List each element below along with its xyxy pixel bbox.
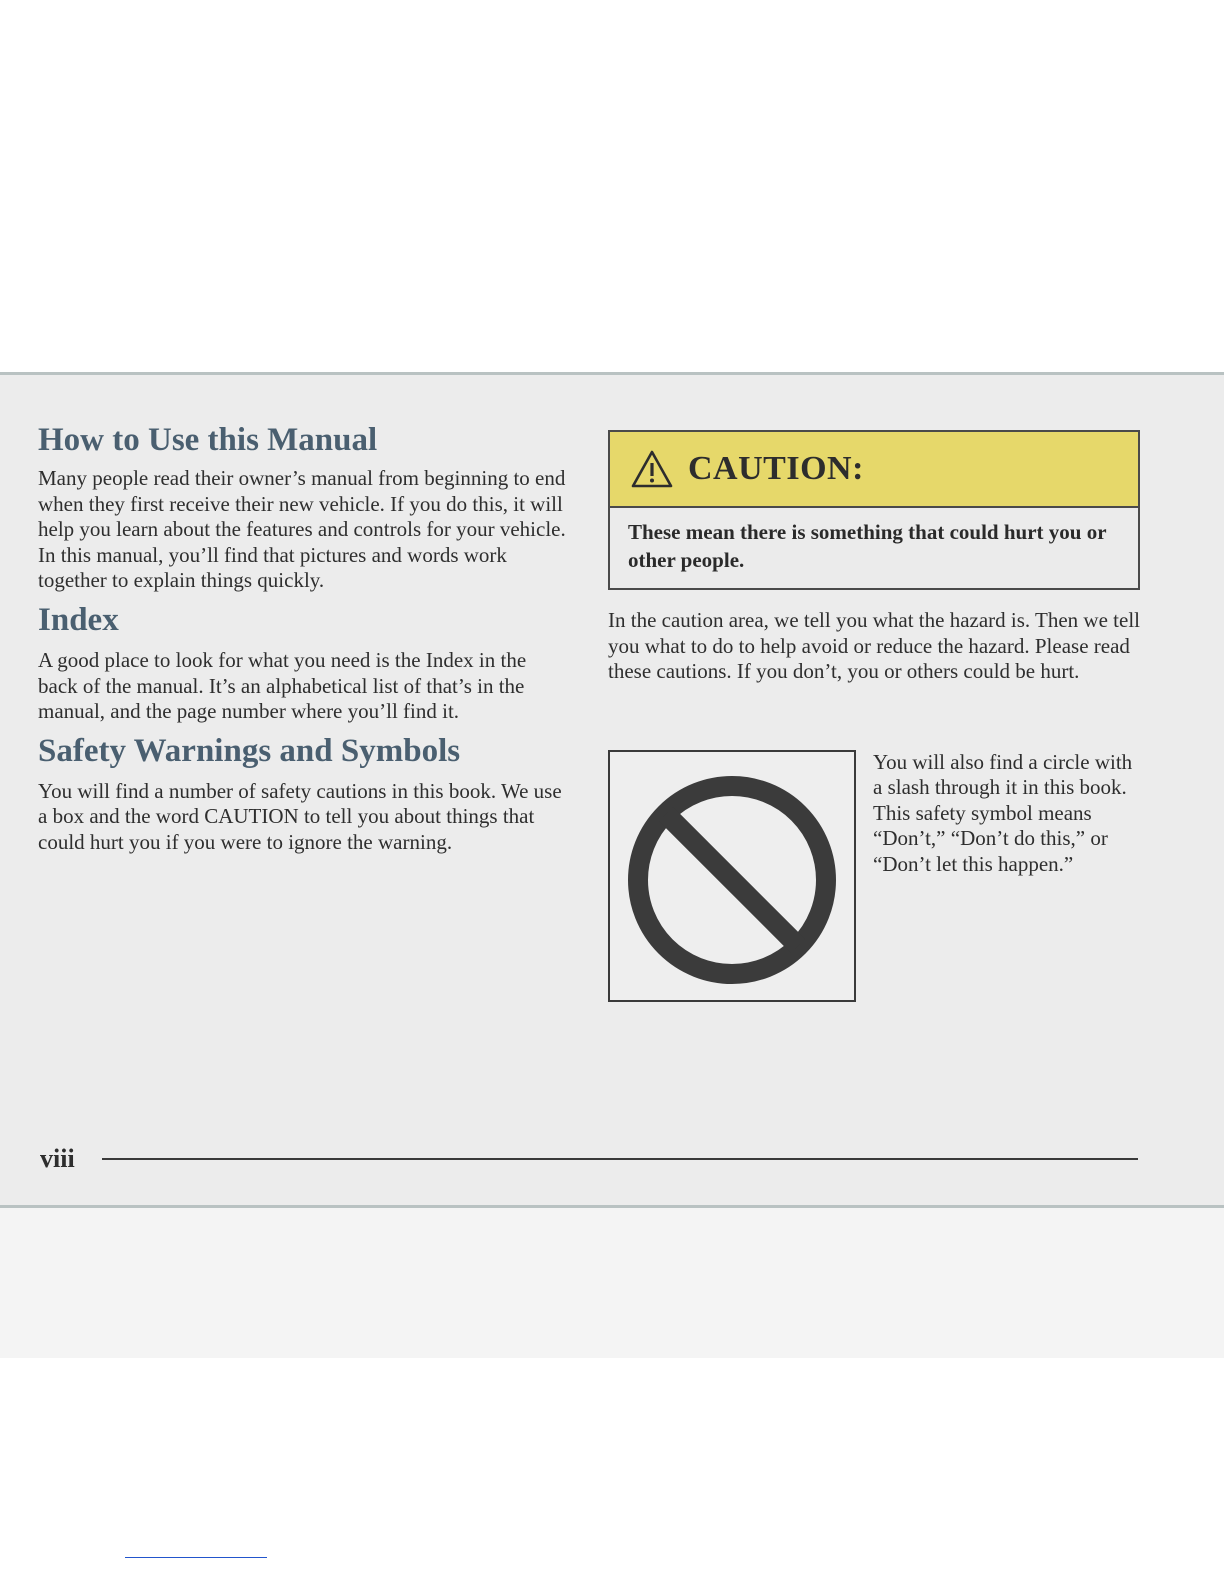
warning-triangle-icon [630,449,674,489]
symbol-description: You will also find a circle with a slash through it in this book. This safety symbol means “Don’t,” “Don’t do this,” or “Don’t let this happen.” [873,750,1133,876]
how-to-use-paragraph: Many people read their owner’s manual from beginning to end when they first receive their new vehicle. If you do this, it will help you learn about the features and controls for your vehicle. In this manual, you’ll find that pictures and words work together to explain things quickly. [38,466,566,593]
bottom-underline [125,1557,267,1558]
symbol-frame [608,750,856,1002]
right-column [608,430,1140,706]
page-shadow-area [0,1208,1224,1358]
page-footer [40,1144,1140,1176]
index-heading: Index [38,601,119,638]
index-paragraph: A good place to look for what you need is the Index in the back of the manual. It’s an alphabetical list of that’s in the manual, and the page number where you’ll find it. [38,647,527,724]
safety-warnings-heading: Safety Warnings and Symbols [38,732,461,769]
safety-warnings-paragraph: You will find a number of safety cautions in this book. We use a box and the word CAUTION to tell you about things that could hurt you if you were to ignore the warning. [38,778,562,854]
caution-message: These mean there is something that could hurt you or other people. [628,520,1107,572]
caution-explanation: In the caution area, we tell you what the hazard is. Then we tell you what to do to help avoid or reduce the hazard. Please read these cautions. If you don’t, you or others could be hurt. [608,608,1140,684]
caution-title: CAUTION: [688,450,864,487]
prohibited-circle-slash-icon [622,770,842,990]
left-column [38,420,568,856]
how-to-use-heading: How to Use this Manual [38,422,378,458]
caution-header [610,432,1138,508]
caution-box [608,430,1140,590]
page-number: viii [40,1144,75,1173]
footer-rule [102,1158,1138,1160]
safety-symbol-section [608,750,1140,1004]
